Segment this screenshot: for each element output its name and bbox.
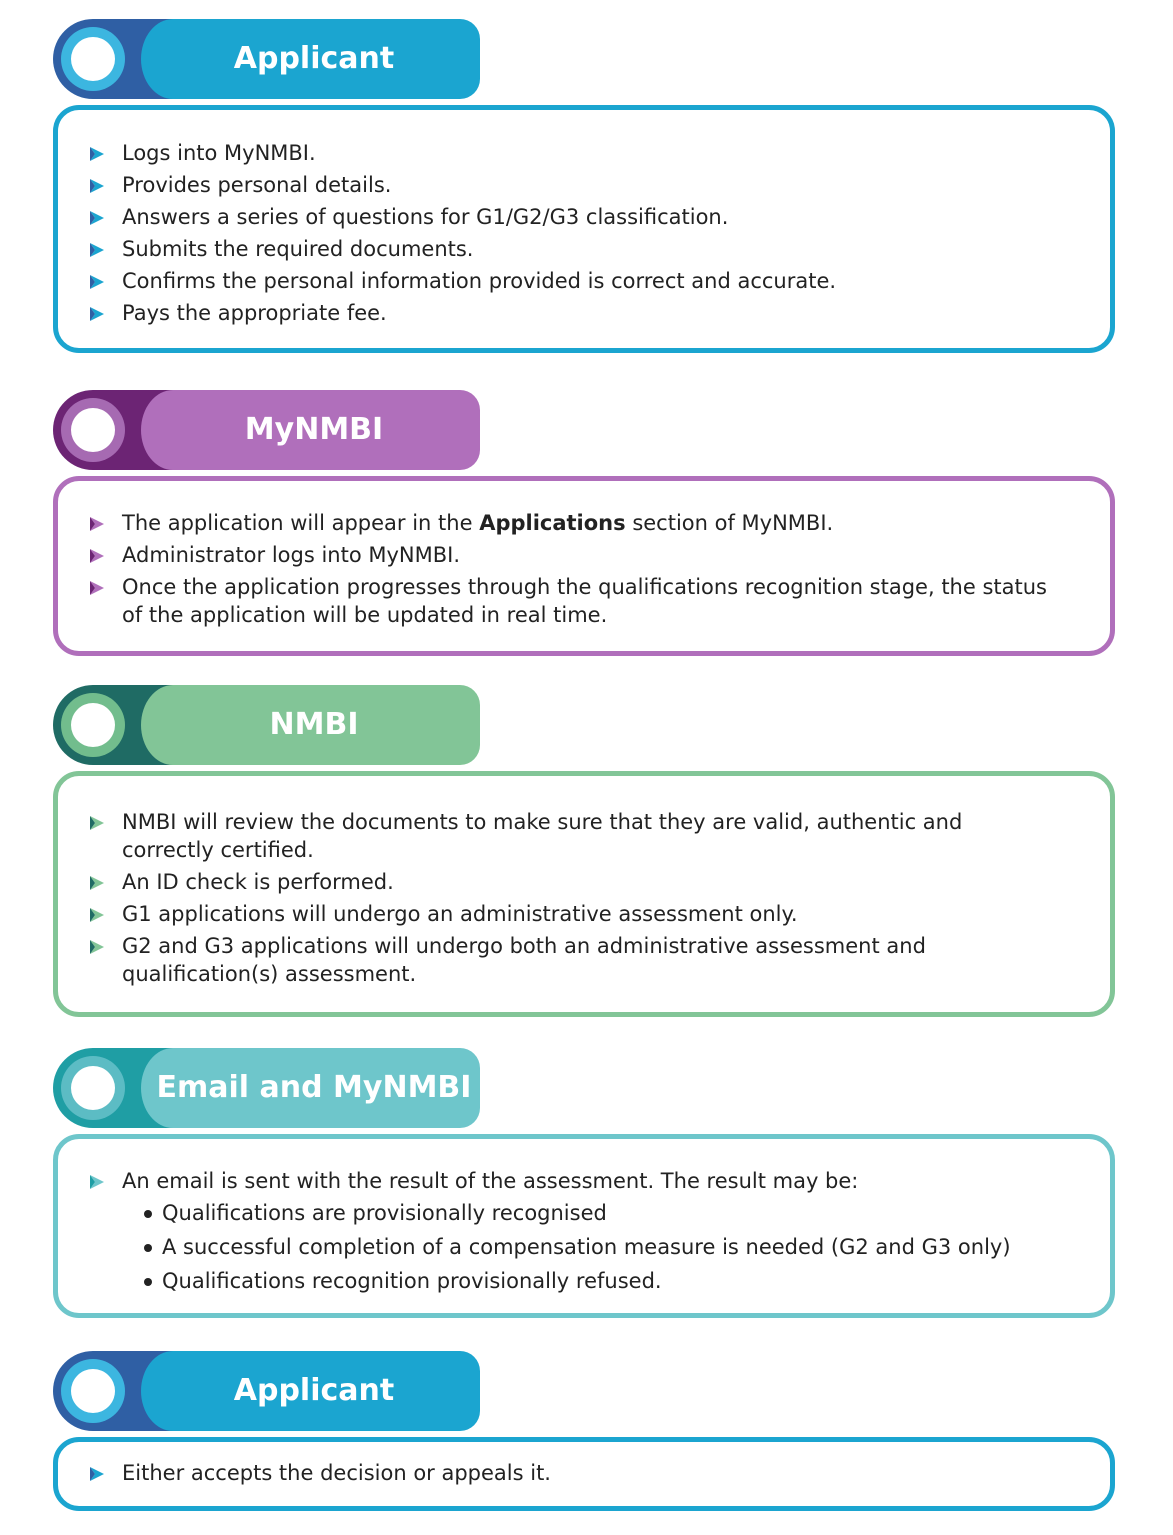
section-header-tab xyxy=(53,1351,480,1431)
section-header-tab xyxy=(53,390,480,470)
chevron-right-icon xyxy=(88,814,106,832)
section-content-box xyxy=(53,1134,1115,1318)
chevron-right-icon xyxy=(88,273,106,291)
section-title: Applicant xyxy=(233,1373,395,1408)
chevron-right-icon xyxy=(88,305,106,323)
section-content-box xyxy=(53,105,1115,353)
chevron-right-icon xyxy=(88,209,106,227)
list-item: Submits the required documents. xyxy=(58,235,1090,263)
chevron-right-icon xyxy=(88,906,106,924)
list-item: An email is sent with the result of the assessment. The result may be: Qualifications are provisionally recognised A successful completion of a compensation measure is needed (G2 and G3 only) Qualifications recognition provisionally refused. xyxy=(58,1167,1070,1295)
list-item: G2 and G3 applications will undergo both an administrative assessment and qualification(s) assessment. xyxy=(58,932,990,988)
list-item: Confirms the personal information provided is correct and accurate. xyxy=(58,267,1090,295)
chevron-right-icon xyxy=(88,579,106,597)
chevron-right-icon xyxy=(88,177,106,195)
chevron-right-icon xyxy=(88,938,106,956)
circle-icon xyxy=(61,1056,125,1120)
list-item: Once the application progresses through the qualifications recognition stage, the status of the application will be updated in real time. xyxy=(58,573,1070,629)
result-options-list xyxy=(122,1199,1070,1295)
list-item: NMBI will review the documents to make sure that they are valid, authentic and correctly certified. xyxy=(58,808,990,864)
chevron-right-icon xyxy=(88,515,106,533)
list-item: An ID check is performed. xyxy=(58,868,990,896)
circle-icon xyxy=(61,398,125,462)
chevron-right-icon xyxy=(88,547,106,565)
list-item: A successful completion of a compensation measure is needed (G2 and G3 only) xyxy=(122,1233,1070,1261)
chevron-right-icon xyxy=(88,145,106,163)
list-item: Qualifications are provisionally recognised xyxy=(122,1199,1070,1227)
section-content-box xyxy=(53,476,1115,656)
list-item: Answers a series of questions for G1/G2/G3 classification. xyxy=(58,203,1090,231)
section-content-box xyxy=(53,1437,1115,1511)
list-item: Either accepts the decision or appeals it. xyxy=(58,1459,1070,1487)
list-item: Logs into MyNMBI. xyxy=(58,139,1090,167)
section-content-box xyxy=(53,771,1115,1017)
section-title: MyNMBI xyxy=(244,412,384,447)
list-item: Administrator logs into MyNMBI. xyxy=(58,541,1070,569)
list-item: Qualifications recognition provisionally refused. xyxy=(122,1267,1070,1295)
circle-icon xyxy=(61,1359,125,1423)
section-header-tab xyxy=(53,1048,480,1128)
list-item: The application will appear in the Applications section of MyNMBI. xyxy=(58,509,1070,537)
chevron-right-icon xyxy=(88,1465,106,1483)
circle-icon xyxy=(61,27,125,91)
list-item: Pays the appropriate fee. xyxy=(58,299,1090,327)
list-item: Provides personal details. xyxy=(58,171,1090,199)
chevron-right-icon xyxy=(88,1173,106,1191)
section-title: Applicant xyxy=(233,41,395,76)
section-header-tab xyxy=(53,19,480,99)
section-title: Email and MyNMBI xyxy=(156,1070,472,1105)
circle-icon xyxy=(61,693,125,757)
chevron-right-icon xyxy=(88,241,106,259)
section-title: NMBI xyxy=(269,707,359,742)
chevron-right-icon xyxy=(88,874,106,892)
section-header-tab xyxy=(53,685,480,765)
list-item: G1 applications will undergo an administrative assessment only. xyxy=(58,900,990,928)
